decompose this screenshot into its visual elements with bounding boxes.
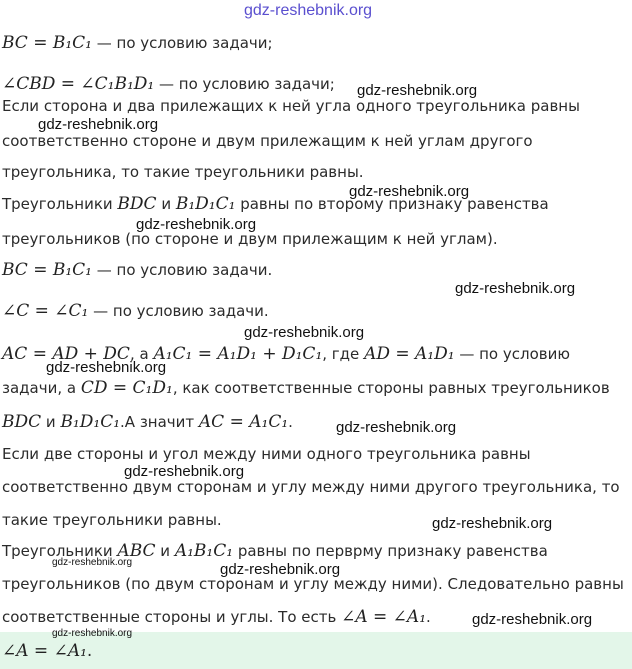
statement-text: равны по второму признаку равенства	[235, 195, 549, 213]
statement-ac-equal	[2, 412, 293, 432]
math-expression: A₁B₁C₁	[174, 541, 234, 561]
watermark: gdz-reshebnik.org	[472, 611, 593, 628]
theorem2-line-1: Если две стороны и угол между ними одного треугольника равны	[2, 445, 531, 463]
watermark: gdz-reshebnik.org	[357, 82, 478, 99]
watermark: gdz-reshebnik.org	[432, 515, 553, 532]
statement-bc-equal	[2, 33, 273, 53]
statement-text: .	[86, 641, 93, 661]
math-expression: AC = AD + DC	[2, 344, 130, 364]
watermark: gdz-reshebnik.org	[52, 557, 133, 568]
watermark: gdz-reshebnik.org	[38, 116, 159, 133]
conclusion-angles-equal	[2, 607, 431, 627]
statement-text: , где	[322, 345, 365, 363]
statement-text: Треугольники	[2, 542, 118, 560]
math-expression: ABC	[117, 541, 156, 561]
statement-text: — по условию задачи;	[154, 75, 335, 93]
math-expression: ∠A = ∠A₁	[341, 607, 427, 627]
statement-text: .А значит	[120, 413, 199, 431]
statement-text: задачи, а	[2, 379, 81, 397]
theorem2-line-2: соответственно двум сторонам и углу между ними другого треугольника, то	[2, 478, 620, 496]
watermark: gdz-reshebnik.org	[46, 359, 167, 376]
math-expression: BDC	[117, 194, 157, 214]
watermark: gdz-reshebnik.org	[136, 216, 257, 233]
math-expression: BC = B₁C₁	[2, 260, 92, 280]
answer-line	[2, 641, 92, 661]
theorem2-line-3: такие треугольники равны.	[2, 511, 222, 529]
statement-angle-c	[2, 301, 269, 321]
statement-angle-cbd	[2, 74, 335, 94]
watermark: gdz-reshebnik.org	[124, 463, 245, 480]
statement-text: соответственные стороны и углы. То есть	[2, 608, 342, 626]
math-expression: CD = C₁D₁	[80, 378, 173, 398]
math-expression: B₁D₁C₁	[60, 412, 121, 432]
math-expression: BC = B₁C₁	[2, 33, 92, 53]
theorem-line-2: соответственно стороне и двум прилежащим к ней углам другого	[2, 132, 533, 150]
watermark-top: gdz-reshebnik.org	[244, 2, 373, 19]
math-expression: AD = A₁D₁	[364, 344, 455, 364]
conclusion2-line-2: треугольников (по двум сторонам и углу между ними). Следовательно равны	[2, 575, 624, 593]
watermark: gdz-reshebnik.org	[349, 183, 470, 200]
math-expression: ∠A = ∠A₁	[2, 641, 87, 661]
conclusion-line-2: треугольников (по стороне и двум прилежащим к ней углам).	[2, 230, 498, 248]
watermark: gdz-reshebnik.org	[220, 561, 341, 578]
statement-text: , как соответственные стороны равных треугольников	[172, 379, 610, 397]
watermark: gdz-reshebnik.org	[336, 419, 457, 436]
statement-text: и	[155, 542, 175, 560]
statement-text: , а	[129, 345, 154, 363]
statement-text: равны по перврму признаку равенства	[233, 542, 548, 560]
statement-text: — по условию задачи;	[92, 34, 273, 52]
watermark: gdz-reshebnik.org	[52, 628, 133, 639]
statement-text: .	[288, 413, 293, 431]
watermark: gdz-reshebnik.org	[244, 324, 365, 341]
math-expression: AC = A₁C₁	[198, 412, 289, 432]
statement-text: — по условию	[454, 345, 570, 363]
theorem-line-1: Если сторона и два прилежащих к ней угла одного треугольника равны	[2, 97, 580, 115]
theorem-line-3: треугольника, то такие треугольники равны.	[2, 163, 364, 181]
statement-text: — по условию задачи.	[92, 261, 273, 279]
statement-text: Треугольники	[2, 195, 118, 213]
math-expression: ∠C = ∠C₁	[2, 301, 89, 321]
statement-text: .	[426, 608, 431, 626]
statement-text: — по условию задачи.	[88, 302, 269, 320]
math-expression: B₁D₁C₁	[175, 194, 236, 214]
math-expression: ∠CBD = ∠C₁B₁D₁	[2, 74, 155, 94]
statement-text: и	[41, 413, 61, 431]
conclusion-triangles-bdc	[2, 194, 549, 214]
math-expression: BDC	[2, 412, 42, 432]
statement-bc-equal-2	[2, 260, 272, 280]
statement-text: и	[156, 195, 176, 213]
math-expression: A₁C₁ = A₁D₁ + D₁C₁	[153, 344, 323, 364]
statement-cd-equal	[2, 378, 610, 398]
watermark: gdz-reshebnik.org	[455, 280, 576, 297]
